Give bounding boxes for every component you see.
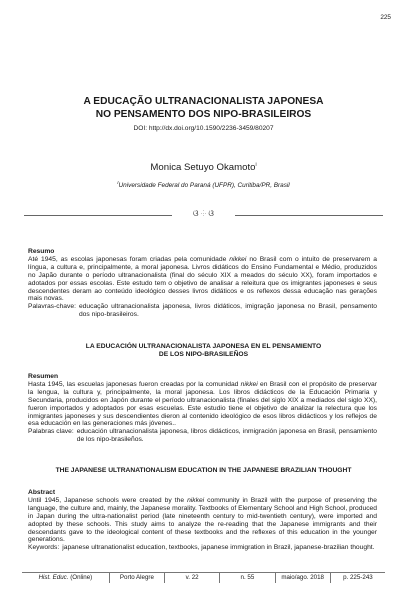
title-line-1: A EDUCAÇÃO ULTRANACIONALISTA JAPONESA: [83, 96, 324, 107]
author-name: [20, 162, 387, 173]
abstract-pt: [28, 248, 377, 319]
page-number: 225: [380, 14, 391, 21]
section-title-en: THE JAPANESE ULTRANATIONALISM EDUCATION IN THE JAPANESE BRAZILIAN THOUGHT: [55, 467, 352, 474]
abstract-pt-text: [28, 256, 377, 303]
abstract-en-text-b: community in Brazil with the purpose of preserving the language, the culture and, mainly, the Japanese morality. Textbooks of Elementary School and High School, produced in Japan during the ultra-nationalist period (late nineteenth century to mid-twentieth century), were imported and adopted by these schools. This study aims to analyze the re-reading that the Japanese immigrants and their descendants gave to the ideological content of these textbooks and the reflexes of this education in the younger generations.: [28, 496, 377, 544]
footer-date: maio/ago. 2018: [276, 573, 331, 583]
abstract-pt-heading: Resumo: [28, 248, 55, 255]
footer-number: n. 55: [220, 573, 275, 583]
divider-line-right: [235, 215, 383, 216]
keywords-es-text: educación ultranacionalista japonesa, libros didácticos, inmigración japonesa en Brasil, pensamiento de los nipo-brasileños.: [76, 428, 377, 444]
keywords-pt-text: educação ultranacionalista japonesa, livros didáticos, imigração japonesa no Brasil, pensamento dos nipo-brasileiros.: [78, 303, 377, 319]
keywords-pt-label: Palavras-chave:: [28, 303, 76, 311]
journal-footer: [22, 572, 385, 583]
doi-link[interactable]: DOI: http://dx.doi.org/10.1590/2236-3459/80207: [133, 125, 274, 132]
author-superscript: i: [255, 162, 257, 168]
footer-volume: v. 22: [165, 573, 220, 583]
section-title-es: [20, 343, 387, 359]
section-title-es-line-1: LA EDUCACIÓN ULTRANACIONALISTA JAPONESA EN EL PENSAMIENTO: [85, 343, 322, 350]
keywords-en-label: Keywords:: [28, 544, 60, 552]
article-title: [20, 96, 387, 121]
author-name-text: Monica Setuyo Okamoto: [150, 162, 256, 173]
affiliation-text: Universidade Federal do Paraná (UFPR), Curitiba/PR, Brasil: [118, 182, 290, 190]
abstract-pt-text-a: Até 1945, as escolas japonesas foram criadas pela comunidade: [28, 255, 230, 263]
footer-journal: [22, 573, 110, 583]
abstract-es-heading: Resumen: [28, 373, 59, 380]
abstract-en-text-a: Until 1945, Japanese schools were created by the: [28, 496, 188, 504]
footer-pages: p. 225-243: [343, 574, 373, 581]
abstract-pt-term: nikkei: [229, 255, 247, 263]
keywords-en-text: japanese ultranationalist education, textbooks, japanese immigration in Brazil, japanese-brazilian thought.: [62, 544, 375, 552]
abstract-es: [28, 373, 377, 444]
abstract-pt-text-b: no Brasil com o intuito de preservarem a língua, a cultura e, principalmente, a moral japonesa. Livros didáticos do Ensino Fundamental e Médio, produzidos no Japão durante o período ultranacionalista (final do século XIX a meados do século XX), foram importados e adotados por essas escolas. Este estudo tem o objetivo de analisar a releitura que os imigrantes japoneses e seus descendentes deram ao conteúdo ideológico desses livros didáticos e os reflexos dessa educação nas gerações mais novas.: [28, 255, 378, 303]
keywords-es-label: Palabras clave:: [28, 428, 74, 436]
keywords-pt: [28, 303, 377, 319]
section-divider: [24, 211, 383, 221]
author-affiliation: [20, 180, 387, 189]
section-title-es-line-2: DE LOS NIPO-BRASILEÑOS: [158, 351, 249, 358]
abstract-en-heading: Abstract: [28, 489, 56, 496]
abstract-es-term: nikkei: [240, 380, 258, 388]
abstract-es-text: [28, 381, 377, 428]
abstract-es-text-b: en Brasil con el propósito de preservar la lengua, la cultura y, principalmente, la moral japonesa. Los libros didácticos de la Educación Primaria y Secundaria, producidos en Japón durante el período ultranacionalista (finales del siglo XIX a mediados del siglo XX), fueron importados y adoptados por esas escuelas. Este estudio tiene el objetivo de analizar la relectura que los inmigrantes japoneses y sus descendientes dieron al contenido ideológico de esos libros didácticos y los reflejos de esa educación en las generaciones más jóvenes..: [28, 380, 377, 428]
abstract-en-term: nikkei: [187, 496, 205, 504]
footer-journal-online: (Online): [68, 574, 93, 581]
keywords-en: [28, 544, 377, 552]
abstract-es-text-a: Hasta 1945, las escuelas japonesas fueron creadas por la comunidad: [28, 380, 241, 388]
footer-journal-name: Hist. Educ.: [38, 574, 69, 581]
title-line-2: NO PENSAMENTO DOS NIPO-BRASILEIROS: [95, 108, 312, 120]
abstract-en: [28, 489, 377, 552]
abstract-en-text: [28, 497, 377, 544]
keywords-es: [28, 428, 377, 444]
ornament-icon: ଓ ⸭ ଓ: [193, 209, 214, 218]
affiliation-superscript: I: [117, 180, 119, 185]
footer-city: Porto Alegre: [110, 573, 165, 583]
